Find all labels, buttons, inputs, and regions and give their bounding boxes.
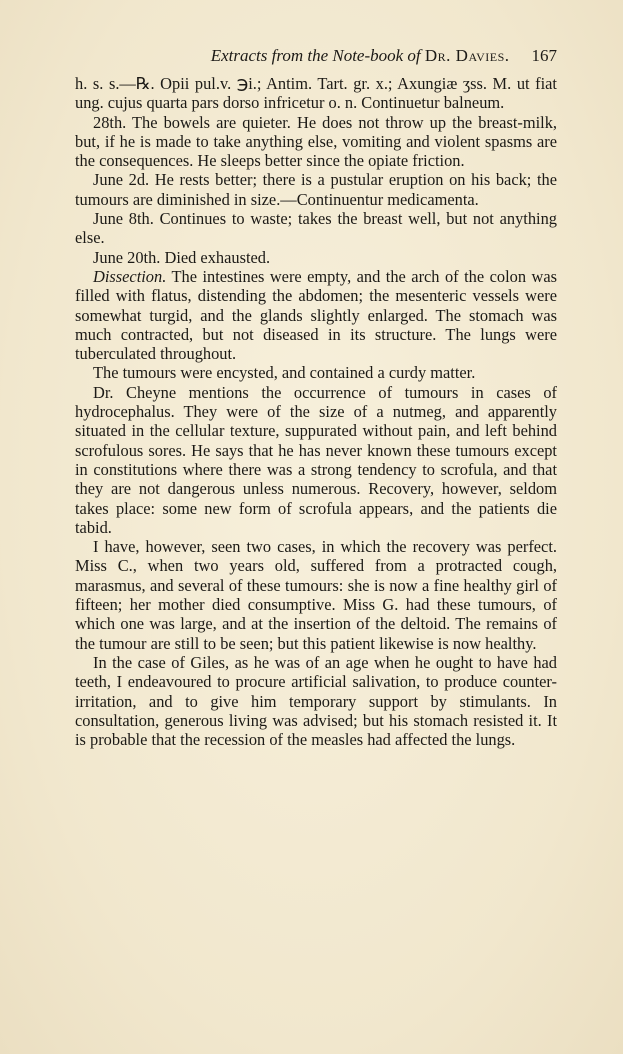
- paragraph-june-20th: June 20th. Died exhausted.: [93, 247, 271, 267]
- paragraph-dissection: [75, 267, 557, 363]
- page-number: 167: [531, 46, 557, 65]
- running-head: [211, 46, 510, 66]
- body-text: [75, 74, 557, 749]
- dissection-heading: Dissection.: [93, 266, 167, 286]
- paragraph-two-cases: I have, however, seen two cases, in which the recovery was perfect. Miss C., when two years old, suffered from a protracted cough, marasmus, and several of these tumours: she is now a fine healthy girl of fifteen; her mother died consumptive. Miss G. had these tumours, of which one was large, and at the insertion of the deltoid. The remains of the tumour are still to be seen; but this patient likewise is now healthy.: [75, 537, 557, 653]
- paragraph-june-2d: June 2d. He rests better; there is a pustular eruption on his back; the tumours are diminished in size.—Continuentur medicamenta.: [75, 170, 557, 209]
- book-page: [75, 46, 557, 749]
- running-header: [75, 46, 557, 74]
- paragraph-june-8th: June 8th. Continues to waste; takes the breast well, but not anything else.: [75, 209, 557, 248]
- paragraph-prescription: h. s. s.—℞. Opii pul.v. ℈i.; Antim. Tart. gr. x.; Axungiæ ʒss. M. ut fiat ung. cujus quarta pars dorso infricetur o. n. Continuetur balneum.: [75, 74, 557, 113]
- paragraph-28th: 28th. The bowels are quieter. He does not throw up the breast-milk, but, if he is made to take anything else, vomiting and violent spasms are the consequences. He sleeps better since the opiate friction.: [75, 112, 557, 171]
- paragraph-cheyne: Dr. Cheyne mentions the occurrence of tumours in cases of hydrocephalus. They were of the size of a nutmeg, and apparently situated in the cellular texture, suppurated without pain, and left behind scrofulous sores. He says that he has never known these tumours except in constitutions where there was a strong tendency to scrofula, and that they are not dangerous unless numerous. Recovery, however, seldom takes place: some new form of scrofula appears, and the patients die tabid.: [75, 382, 557, 537]
- paragraph-tumours: The tumours were encysted, and contained a curdy matter.: [93, 363, 476, 383]
- running-head-italic: Extracts from the Note-book of: [210, 46, 421, 65]
- dissection-text: The intestines were empty, and the arch of the colon was filled with flatus, distending the abdomen; the mesenteric vessels were somewhat turgid, and the glands slightly enlarged. The stomach was much contracted, but not diseased in its structure. The lungs were tuberculated throughout.: [75, 266, 557, 364]
- running-head-name: Dr. Davies.: [424, 46, 510, 65]
- paragraph-giles: In the case of Giles, as he was of an age when he ought to have had teeth, I endeavoured to procure artificial salivation, to produce counter-irritation, and to give him temporary support by stimulants. In consultation, generous living was advised; but his stomach resisted it. It is probable that the recession of the measles had affected the lungs.: [75, 652, 557, 750]
